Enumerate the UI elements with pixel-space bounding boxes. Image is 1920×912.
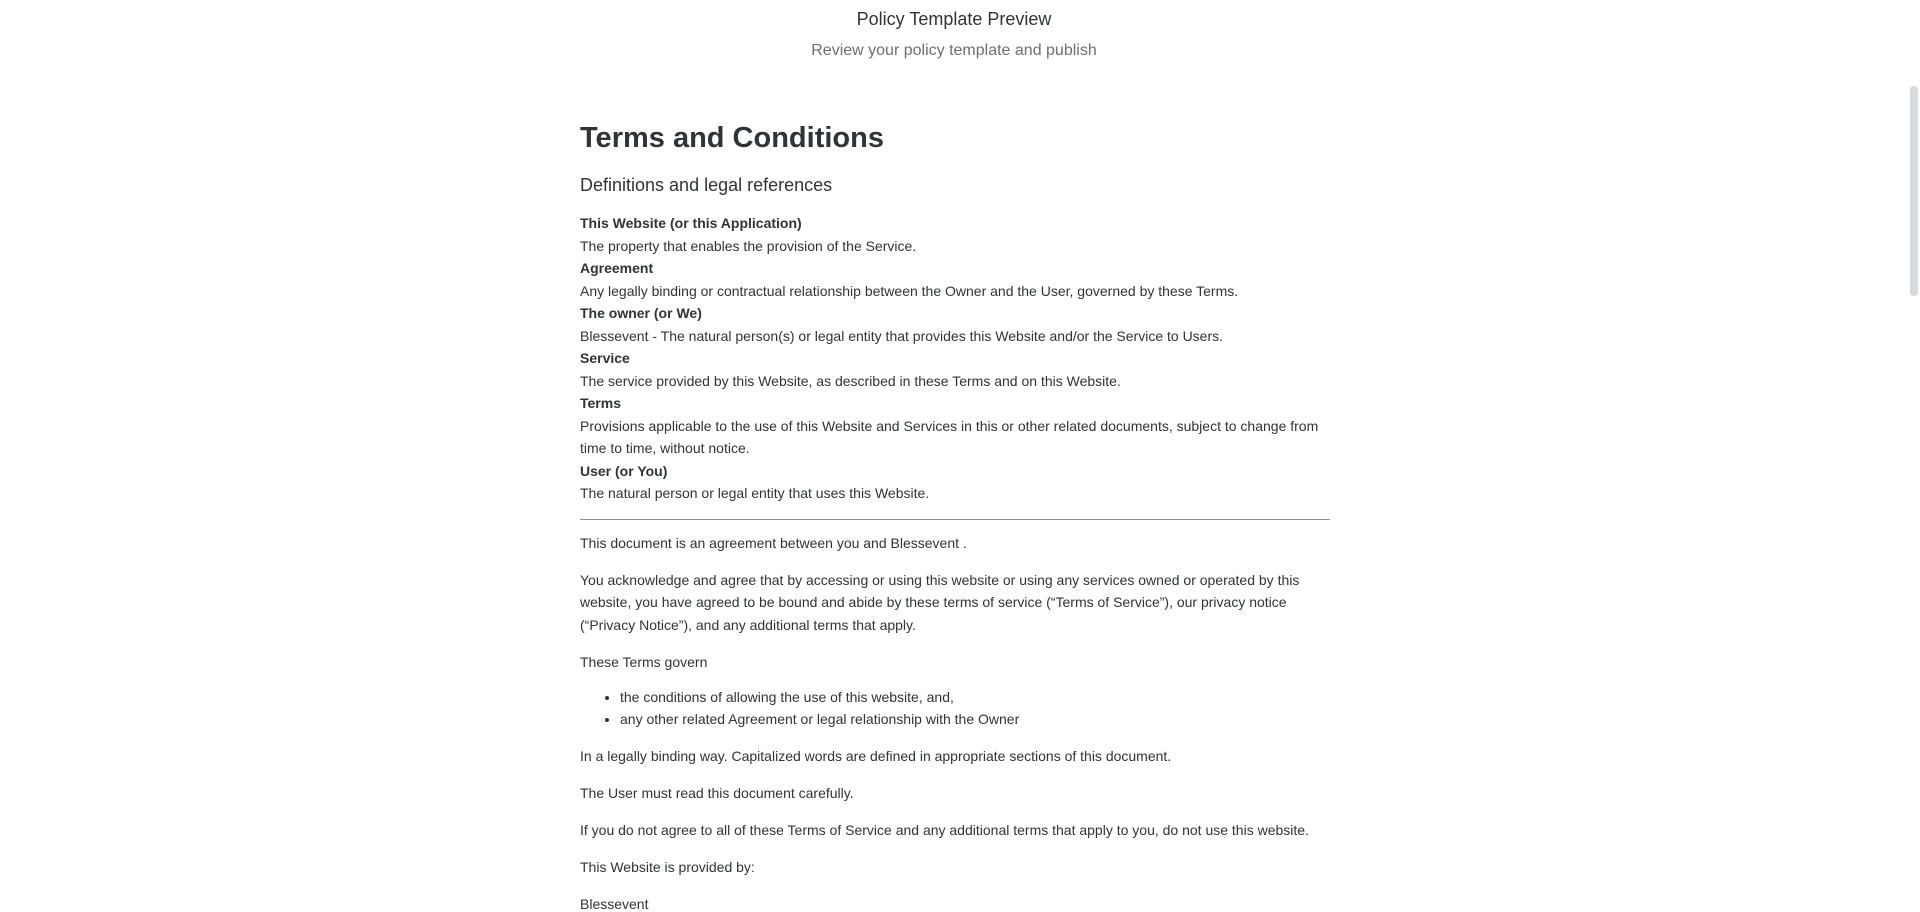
disagree-paragraph: If you do not agree to all of these Terms of Service and any additional terms that apply to you, do not use this website. [580,821,1309,838]
provider-name: Blessevent [580,895,649,912]
definitions-list [580,212,1330,505]
govern-lead-paragraph: These Terms govern [580,653,708,670]
policy-document [580,120,1330,912]
binding-paragraph: In a legally binding way. Capitalized words are defined in appropriate sections of this document. [580,747,1172,764]
list-item: • the conditions of allowing the use of this website, and, [620,686,1330,709]
definition-desc: Provisions applicable to the use of this Website and Services in this or other related documents, subject to change from time to time, without notice. [580,417,1319,456]
definitions-heading: Definitions and legal references [580,175,833,195]
definition-term: Terms [580,395,621,411]
read-carefully-paragraph: The User must read this document carefully. [580,784,854,801]
list-item: • any other related Agreement or legal relationship with the Owner [620,708,1330,731]
section-divider [580,519,1330,520]
definition-term: Agreement [580,260,654,276]
definition-desc: The natural person or legal entity that uses this Website. [580,485,930,501]
definition-desc: The property that enables the provision of the Service. [580,237,917,254]
intro-paragraph: This document is an agreement between you and Blessevent . [580,534,967,551]
vertical-scrollbar[interactable] [1908,0,1920,912]
page-subtitle: Review your policy template and publish [811,42,1097,59]
definition-term: Service [580,350,630,366]
govern-list [580,686,1330,731]
provided-by-paragraph: This Website is provided by: [580,858,755,875]
definition-desc: Blessevent - The natural person(s) or legal entity that provides this Website and/or the Service to Users. [580,327,1224,344]
definition-term: This Website (or this Application) [580,215,802,231]
definition-desc: Any legally binding or contractual relationship between the Owner and the User, governed by these Terms. [580,282,1239,299]
page-title: Policy Template Preview [856,9,1052,29]
scrollbar-thumb[interactable] [1910,86,1918,296]
acknowledge-paragraph: You acknowledge and agree that by accessing or using this website or using any services owned or operated by this website, you have agreed to be bound and abide by these terms of service (“Terms of Service”), our privacy notice (“Privacy Notice”), and any additional terms that apply. [580,571,1300,633]
definition-term: The owner (or We) [580,305,702,321]
definition-desc: The service provided by this Website, as described in these Terms and on this Website. [580,372,1121,389]
document-title: Terms and Conditions [580,122,884,154]
definition-term: User (or You) [580,462,668,479]
